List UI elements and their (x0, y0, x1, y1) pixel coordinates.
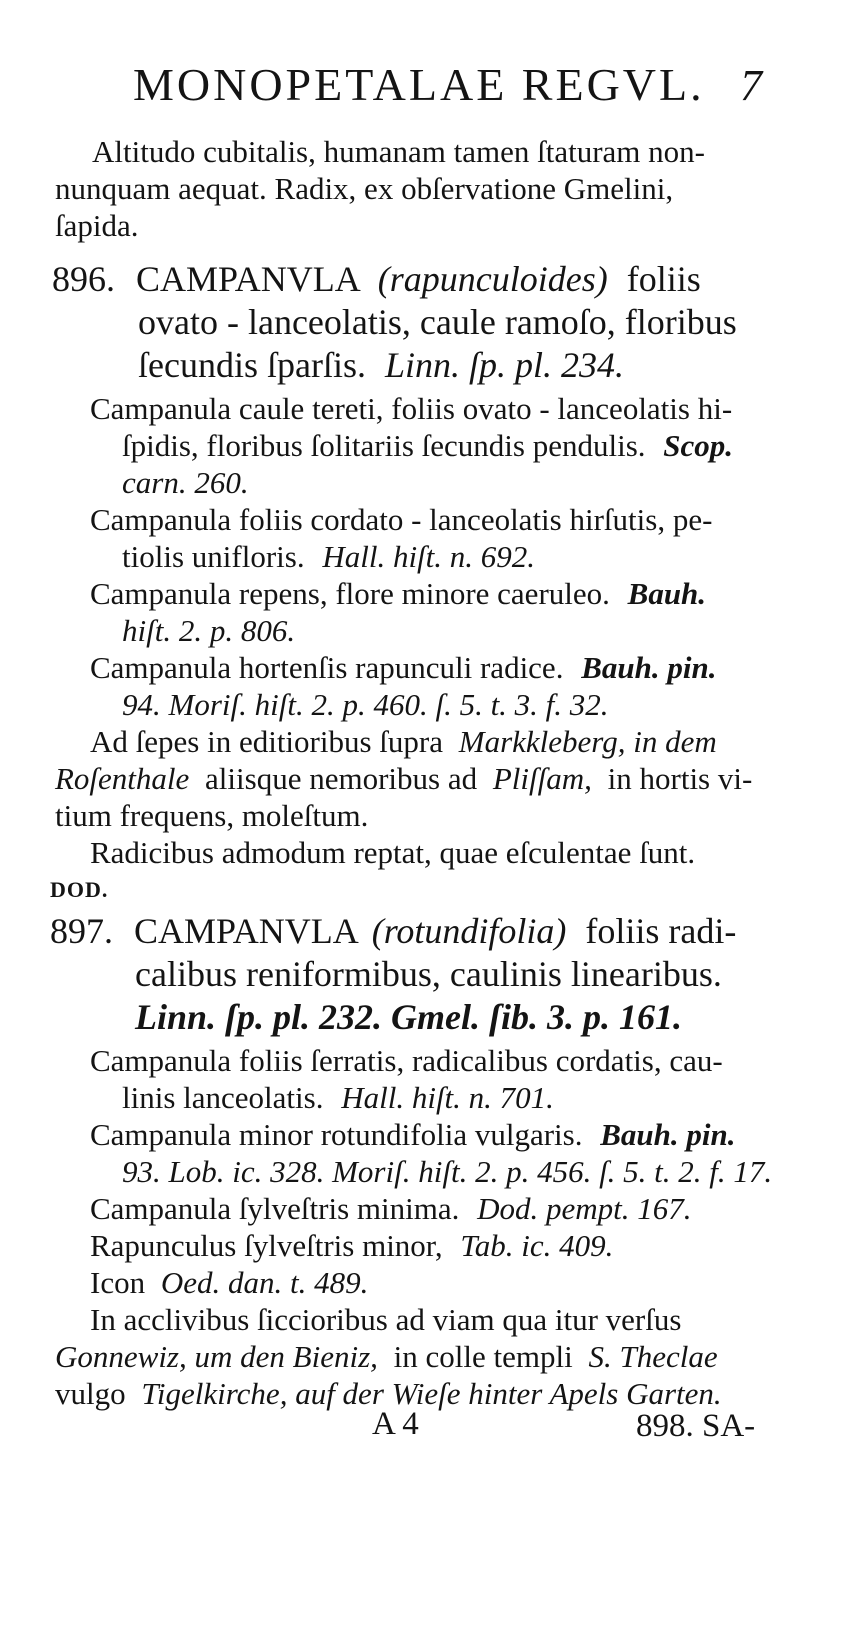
author-signature: DOD. (50, 877, 109, 902)
reference: Oed. dan. t. 489. (160, 1265, 369, 1300)
habitat-text: Ad ſepes in editioribus ſupra (90, 724, 443, 759)
synonym-1-reference: carn. 260. (122, 465, 249, 500)
habitat-line-2 (55, 1339, 718, 1375)
synonym-1-line-2 (122, 428, 733, 464)
habitat-line-1 (90, 724, 717, 760)
reference: Tab. ic. 409. (460, 1228, 614, 1263)
page-number: 7 (740, 61, 762, 110)
synonym-text: ſpidis, floribus ſolitariis ſecundis pendulis. (122, 428, 646, 463)
habitat-line-2 (55, 761, 752, 797)
reference: Hall. hiſt. n. 692. (322, 539, 536, 574)
catchword: 898. SA- (636, 1408, 756, 1444)
place-name: Roſenthale (55, 761, 190, 796)
habitat-text: aliisque nemoribus ad (205, 761, 478, 796)
reference: Bauh. pin. (600, 1117, 736, 1152)
synonym-1-line-1: Campanula foliis ſerratis, radicalibus cordatis, cau- (90, 1043, 723, 1078)
species-name: (rapunculoides) (377, 259, 608, 299)
description-text: ſecundis ſparſis. (138, 345, 366, 385)
habitat-line-1: In acclivibus ſiccioribus ad viam qua itur verſus (90, 1302, 682, 1337)
synonym-text: Icon (90, 1265, 146, 1300)
reference: Bauh. (627, 576, 707, 611)
genus-name: CAMPANVLA (136, 259, 359, 299)
entry-897-reference: Linn. ſp. pl. 232. Gmel. ſib. 3. p. 161. (135, 997, 682, 1037)
synonym-4-reference: 94. Moriſ. hiſt. 2. p. 460. ſ. 5. t. 3. f. 32. (122, 687, 609, 722)
synonym-2-line-2 (122, 539, 535, 575)
synonym-4-line-1 (90, 650, 716, 686)
habitat-text: in colle templi (393, 1339, 573, 1374)
entry-number: 896. (52, 259, 115, 299)
intro-line-2: nunquam aequat. Radix, ex obſervatione Gmelini, (55, 171, 674, 206)
synonym-text: Rapunculus ſylveſtris minor, (90, 1228, 443, 1263)
place-name: Markkleberg, in dem (458, 724, 717, 759)
place-name: Gonnewiz, um den Bieniz, (55, 1339, 378, 1374)
place-name: Pliſſam, (492, 761, 592, 796)
note-line: Radicibus admodum reptat, quae eſculentae ſunt. (90, 835, 696, 870)
running-title: MONOPETALAE REGVL. (133, 59, 705, 110)
species-name: (rotundifolia) (371, 911, 567, 951)
synonym-3 (90, 1191, 692, 1227)
synonym-2-line-1 (90, 1117, 735, 1153)
reference: Dod. pempt. 167. (477, 1191, 692, 1226)
reference: Hall. hiſt. n. 701. (341, 1080, 554, 1115)
entry-896-description-2: ovato - lanceolatis, caule ramoſo, floribus (138, 302, 737, 342)
habitat-line-3: tium frequens, moleſtum. (55, 798, 369, 833)
synonym-5 (90, 1265, 368, 1301)
entry-897-description-2: calibus reniformibus, caulinis linearibus. (135, 954, 722, 994)
intro-line-3: ſapida. (55, 208, 139, 243)
synonym-3-reference: hiſt. 2. p. 806. (122, 613, 296, 648)
synonym-text: Campanula hortenſis rapunculi radice. (90, 650, 564, 685)
synonym-text: Campanula ſylveſtris minima. (90, 1191, 460, 1226)
entry-896-heading (52, 258, 701, 300)
synonym-text: linis lanceolatis. (122, 1080, 324, 1115)
place-name: S. Theclae (588, 1339, 718, 1374)
description-text: foliis (626, 259, 701, 299)
synonym-text: Campanula repens, flore minore caeruleo. (90, 576, 610, 611)
entry-896-description-3 (138, 344, 624, 386)
synonym-1-line-1: Campanula caule tereti, foliis ovato - lanceolatis hi- (90, 391, 733, 426)
genus-name: CAMPANVLA (134, 911, 357, 951)
synonym-3-line-1 (90, 576, 706, 612)
entry-number: 897. (50, 911, 113, 951)
habitat-text: in hortis vi- (607, 761, 753, 796)
synonym-4 (90, 1228, 613, 1264)
synonym-2-line-1: Campanula foliis cordato - lanceolatis hirſutis, pe- (90, 502, 713, 537)
intro-line-1: Altitudo cubitalis, humanam tamen ſtaturam non- (92, 134, 705, 169)
synonym-1-line-2 (122, 1080, 554, 1116)
signature-mark: A 4 (372, 1406, 419, 1442)
synonym-text: tiolis unifloris. (122, 539, 305, 574)
page-header (0, 58, 850, 118)
synonym-2-reference: 93. Lob. ic. 328. Moriſ. hiſt. 2. p. 456. ſ. 5. t. 2. f. 17. (122, 1154, 773, 1189)
description-text: foliis radi- (585, 911, 737, 951)
habitat-text: vulgo (55, 1376, 126, 1411)
place-name: Tigelkirche, auf der Wieſe hinter Apels Garten. (141, 1376, 722, 1411)
reference: Bauh. pin. (581, 650, 717, 685)
entry-897-heading (50, 910, 736, 952)
synonym-text: Campanula minor rotundifolia vulgaris. (90, 1117, 583, 1152)
reference: Scop. (663, 428, 734, 463)
reference: Linn. ſp. pl. 234. (384, 345, 624, 385)
